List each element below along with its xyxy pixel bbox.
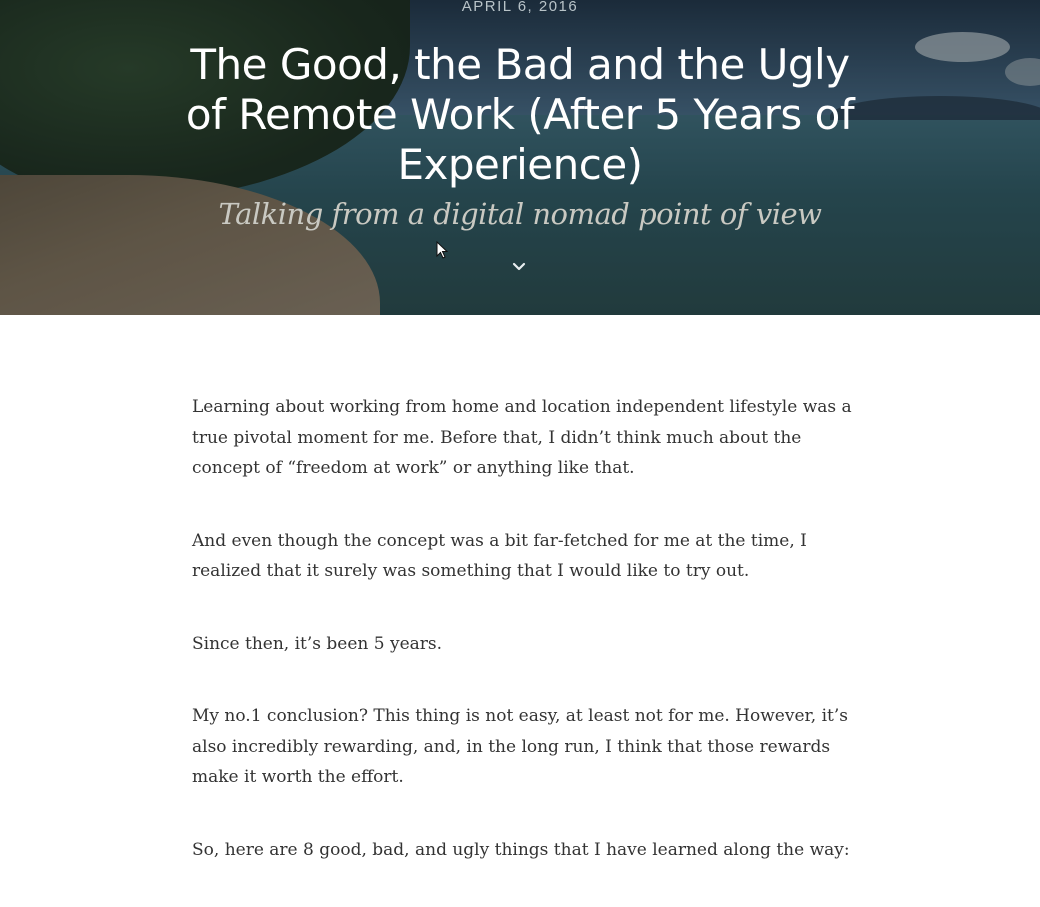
post-date: APRIL 6, 2016	[461, 0, 579, 15]
mouse-pointer-icon	[436, 241, 448, 259]
article-paragraph: Since then, it’s been 5 years.	[192, 633, 443, 654]
chevron-down-icon[interactable]	[509, 258, 529, 276]
hero-header	[0, 0, 1040, 315]
article-body	[192, 392, 852, 907]
article-paragraph: So, here are 8 good, bad, and ugly things that I have learned along the way:	[192, 839, 850, 860]
article-paragraph: My no.1 conclusion? This thing is not easy, at least not for me. However, it’s also incredibly rewarding, and, in the long run, I think that those rewards make it worth the effort.	[192, 706, 848, 787]
post-title: The Good, the Bad and the Ugly of Remote Work (After 5 Years of Experience)	[185, 40, 855, 189]
article-paragraph: Learning about working from home and location independent lifestyle was a true pivotal moment for me. Before that, I didn’t think much about the concept of “freedom at work” or anything like that.	[192, 397, 852, 478]
article-paragraph: And even though the concept was a bit far-fetched for me at the time, I realized that it surely was something that I would like to try out.	[192, 530, 807, 581]
post-subtitle: Talking from a digital nomad point of view	[218, 197, 822, 231]
